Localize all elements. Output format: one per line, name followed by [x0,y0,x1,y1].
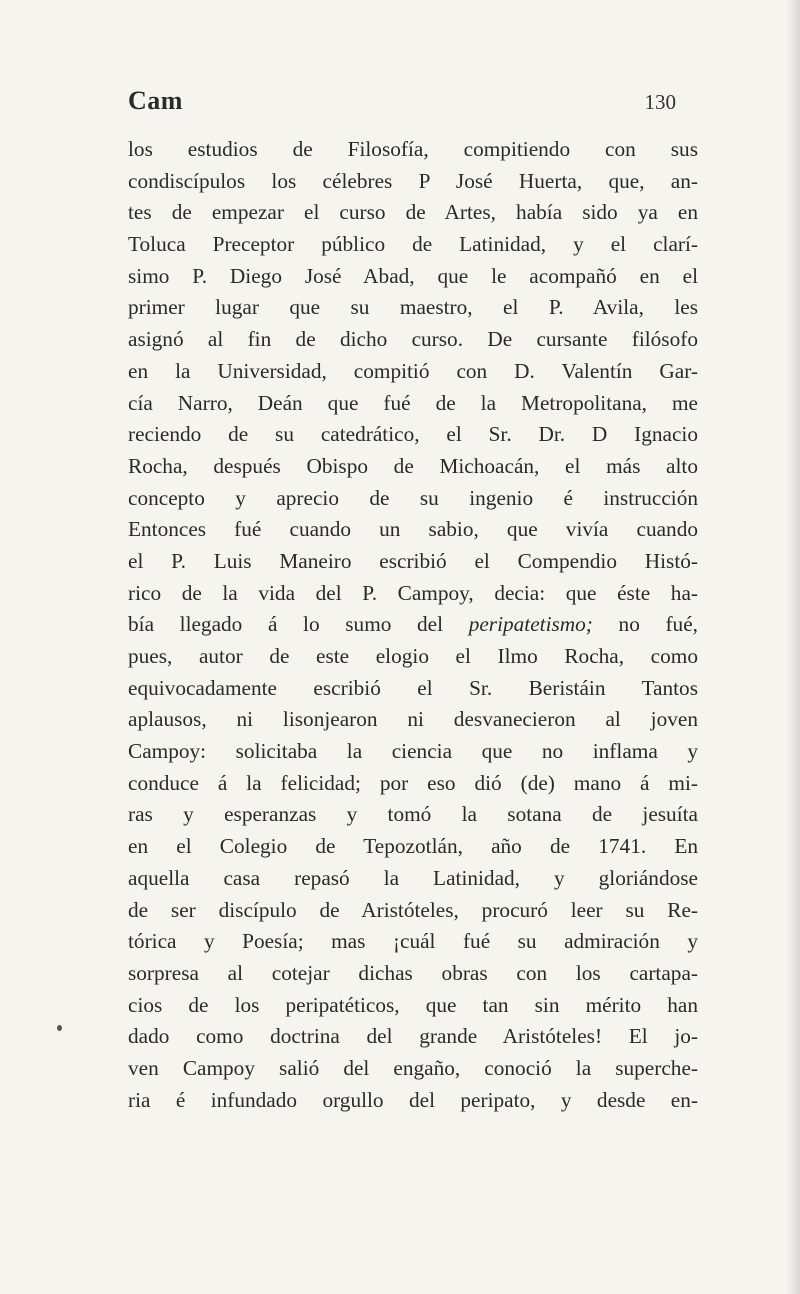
text-line: tórica y Poesía; mas ¡cuál fué su admiración y [128,929,698,954]
text-line: primer lugar que su maestro, el P. Avila, les [128,295,698,320]
margin-mark [57,1025,62,1031]
text-line: en la Universidad, compitió con D. Valentín Gar- [128,358,698,383]
text-line: Campoy: solicitaba la ciencia que no inflama y [128,739,698,764]
text-line: rico de la vida del P. Campoy, decia: que éste ha- [128,580,698,605]
text-line: concepto y aprecio de su ingenio é instrucción [128,485,698,510]
text-line: el P. Luis Maneiro escribió el Compendio Histó- [128,548,698,573]
text-line: ven Campoy salió del engaño, conoció la superche- [128,1055,698,1080]
text-line: Rocha, después Obispo de Michoacán, el más alto [128,453,698,478]
text-line-tail: no fué, [592,612,698,637]
text-line: pues, autor de este elogio el Ilmo Rocha, como [128,644,698,668]
text-line: conduce á la felicidad; por eso dió (de) mano á mi- [128,770,698,795]
page-edge-shadow [786,0,800,1294]
text-line: ria é infundado orgullo del peripato, y desde en- [128,1087,698,1112]
page-number: 130 [644,90,676,114]
text-line: ras y esperanzas y tomó la sotana de jesuíta [128,802,698,827]
text-line: los estudios de Filosofía, compitiendo con sus [128,137,698,161]
text-line: cios de los peripatéticos, que tan sin mérito han [128,992,698,1017]
text-line: cía Narro, Deán que fué de la Metropolitana, me [128,390,698,415]
text-line: reciendo de su catedrático, el Sr. Dr. D Ignacio [128,422,698,447]
running-head [128,86,690,120]
text-line: condiscípulos los célebres P José Huerta, que, an- [128,168,698,193]
body-text [128,134,698,1116]
running-title: Cam [128,86,183,115]
text-line: Entonces fué cuando un sabio, que vivía cuando [128,517,698,542]
text-line: Toluca Preceptor público de Latinidad, y el clarí- [128,232,698,257]
text-line: equivocadamente escribió el Sr. Beristáin Tantos [128,675,698,700]
text-line: dado como doctrina del grande Aristóteles! El jo- [128,1024,698,1049]
italic-term: peripatetismo; [468,612,593,637]
text-line: tes de empezar el curso de Artes, había sido ya en [128,200,698,225]
text-line: asignó al fin de dicho curso. De cursante filósofo [128,327,698,352]
text-line: sorpresa al cotejar dichas obras con los cartapa- [128,960,698,985]
text-line: aplausos, ni lisonjearon ni desvanecieron al joven [128,707,698,732]
text-line-mixed [128,609,698,641]
text-line-head: bía llegado á lo sumo del [128,612,469,637]
text-line: de ser discípulo de Aristóteles, procuró leer su Re- [128,897,698,922]
text-line: aquella casa repasó la Latinidad, y gloriándose [128,865,698,890]
text-line: simo P. Diego José Abad, que le acompañó en el [128,263,698,288]
text-line: en el Colegio de Tepozotlán, año de 1741. En [128,834,698,859]
